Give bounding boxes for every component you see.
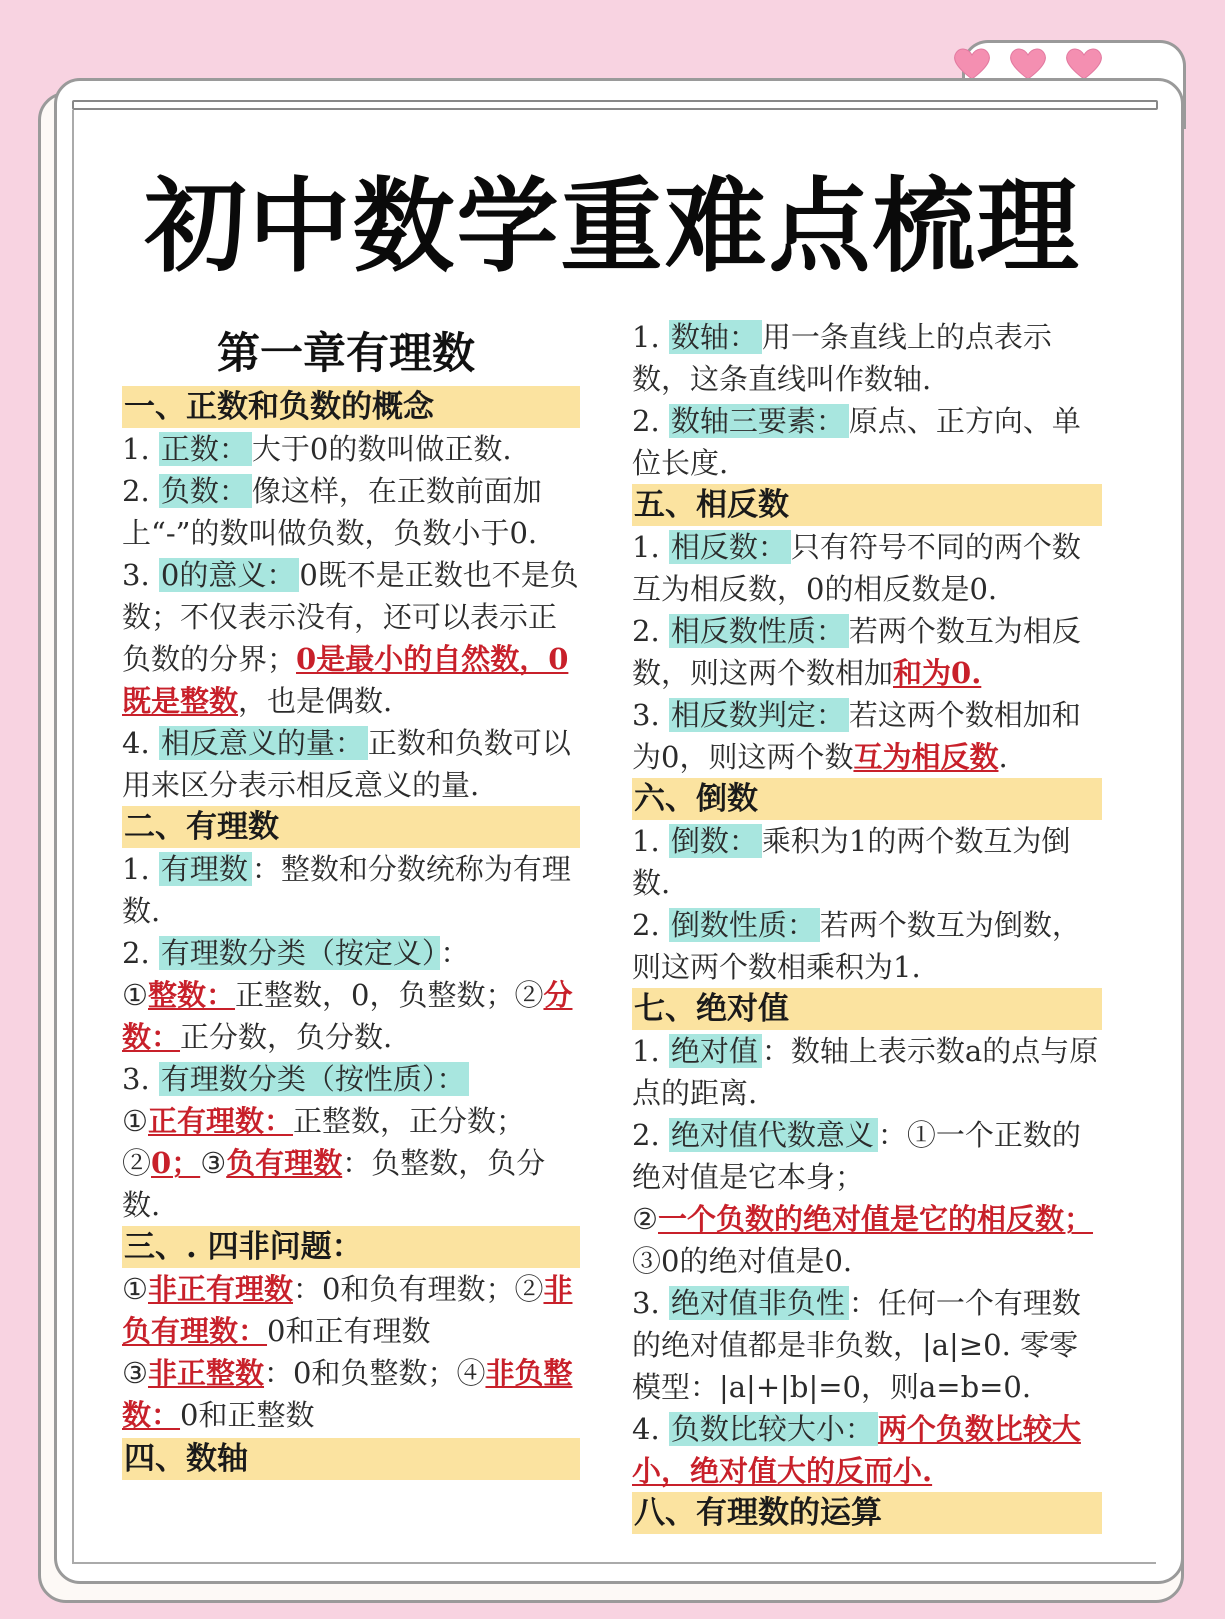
item-absolute: 1. 绝对值 ：数轴上表示数a的点与原点的距离.	[632, 1034, 1099, 1110]
emphasis: 分数：	[122, 978, 573, 1054]
section-heading: 四、数轴	[122, 1438, 580, 1480]
item-absolute-nonneg: 3. 绝对值非负性 ：任何一个有理数的绝对值都是非负数，|a|≥0. 零零模型：|a|+|b|=0，则a=b=0.	[632, 1286, 1081, 1404]
item-opposite: 1. 相反数： 只有符号不同的两个数互为相反数，0的相反数是0.	[632, 530, 1081, 606]
emphasis: 一个负数的绝对值是它的相反数；	[658, 1202, 1094, 1236]
emphasis: 两个负数比较大小，绝对值大的反而小.	[632, 1412, 1081, 1488]
item-opposite-quantity: 4. 相反意义的量： 正数和负数可以用来区分表示相反意义的量.	[122, 726, 571, 802]
item-negative: 2. 负数： 像这样，在正数前面加上“-”的数叫做负数，负数小于0.	[122, 474, 542, 550]
section-heading: 八、有理数的运算	[632, 1492, 1102, 1534]
item-reciprocal-property: 2. 倒数性质： 若两个数互为倒数，则这两个数相乘积为1.	[632, 908, 1081, 984]
heart-icon	[952, 45, 992, 81]
item-reciprocal: 1. 倒数： 乘积为1的两个数互为倒数.	[632, 824, 1071, 900]
section-heading: 三、. 四非问题：	[122, 1226, 580, 1268]
keyword: 有理数分类（按定义）	[159, 936, 441, 970]
keyword: 数轴：	[669, 320, 762, 354]
keyword: 绝对值非负性	[669, 1286, 849, 1320]
emphasis: 0是最小的自然数，0既是整数	[122, 642, 569, 718]
chapter-title: 第一章有理数	[217, 329, 475, 379]
emphasis: 非负整数：	[122, 1356, 573, 1432]
item-number-line-elements: 2. 数轴三要素： 原点、正方向、单位长度.	[632, 404, 1081, 480]
item-compare-negatives: 4. 负数比较大小： 两个负数比较大小，绝对值大的反而小.	[632, 1412, 1081, 1488]
keyword: 相反数性质：	[669, 614, 849, 648]
keyword: 绝对值代数意义	[669, 1118, 878, 1152]
keyword: 倒数性质：	[669, 908, 820, 942]
item-classify-definition: 2. 有理数分类（按定义） ： ①整数：正整数，0，负整数；②分数：正分数，负分数.	[122, 936, 573, 1054]
item-absolute-algebra: 2. 绝对值代数意义 ：①一个正数的绝对值是它本身； ②一个负数的绝对值是它的相反数；③0的绝对值是0.	[632, 1118, 1094, 1278]
top-rule	[72, 100, 1158, 110]
emphasis: 互为相反数	[853, 740, 999, 774]
heart-icon	[1064, 45, 1104, 81]
keyword: 正数：	[159, 432, 252, 466]
page-title: 初中数学重难点梳理	[144, 168, 1081, 287]
item-classify-property: 3. 有理数分类（按性质）： ①正有理数：正整数，正分数；②0；③负有理数：负整数，负分数.	[122, 1062, 546, 1222]
emphasis: 负有理数	[226, 1146, 343, 1180]
emphasis: 正有理数：	[148, 1104, 294, 1138]
keyword: 0的意义：	[159, 558, 299, 592]
section-heading: 六、倒数	[632, 778, 1102, 820]
heart-icon	[1008, 45, 1048, 81]
emphasis: 0；	[151, 1146, 201, 1180]
section-heading: 五、相反数	[632, 484, 1102, 526]
keyword: 相反意义的量：	[159, 726, 368, 760]
section-heading: 一、正数和负数的概念	[122, 386, 580, 428]
item-zero: 3. 0的意义： 0既不是正数也不是负数；不仅表示没有，还可以表示正负数的分界；0是最小的自然数，0既是整数，也是偶数.	[122, 558, 579, 718]
section-heading: 二、有理数	[122, 806, 580, 848]
emphasis: 非正整数	[148, 1356, 265, 1390]
emphasis: 非负有理数：	[122, 1272, 573, 1348]
item-opposite-property: 2. 相反数性质： 若两个数互为相反数，则这两个数相加和为0.	[632, 614, 1081, 690]
emphasis: 和为0.	[893, 656, 982, 690]
keyword: 有理数分类（按性质）：	[159, 1062, 470, 1096]
keyword: 相反数判定：	[669, 698, 849, 732]
right-column	[632, 316, 1102, 1534]
emphasis: 整数：	[148, 978, 236, 1012]
item-positive: 1. 正数： 大于0的数叫做正数.	[122, 432, 512, 466]
keyword: 负数：	[159, 474, 252, 508]
left-column	[122, 322, 580, 1480]
keyword: 负数比较大小：	[669, 1412, 878, 1446]
keyword: 有理数	[159, 852, 252, 886]
keyword: 绝对值	[669, 1034, 762, 1068]
keyword: 数轴三要素：	[669, 404, 849, 438]
item-opposite-test: 3. 相反数判定： 若这两个数相加和为0，则这两个数互为相反数.	[632, 698, 1081, 774]
keyword: 倒数：	[669, 824, 762, 858]
item-four-non: ①非正有理数：0和负有理数；②非负有理数：0和正有理数 ③非正整数：0和负整数；④非负整数：0和正整数	[122, 1272, 573, 1432]
emphasis: 非正有理数	[148, 1272, 294, 1306]
section-heading: 七、绝对值	[632, 988, 1102, 1030]
keyword: 相反数：	[669, 530, 791, 564]
item-number-line: 1. 数轴： 用一条直线上的点表示数，这条直线叫作数轴.	[632, 320, 1052, 396]
item-rational: 1. 有理数 ：整数和分数统称为有理数.	[122, 852, 571, 928]
